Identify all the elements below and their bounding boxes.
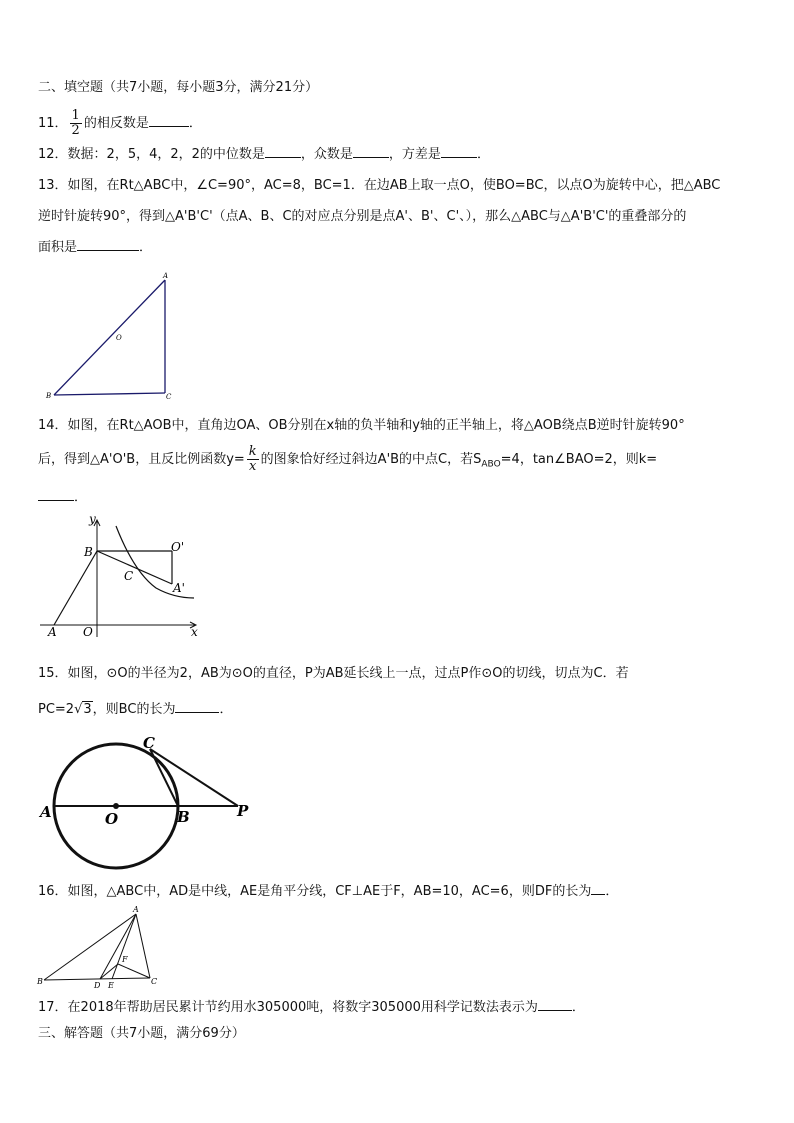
q17-text: 17．在2018年帮助居民累计节约用水305000吨，将数字305000用科学记数法表示为 [38, 1000, 538, 1015]
q11-frac-num: 1 [71, 108, 80, 123]
q14-line-2c: =4，tan∠BAO=2，则k= [500, 452, 658, 467]
q14-label-y: y [89, 512, 96, 526]
q12-mid2: ，方差是 [388, 147, 441, 162]
q14-line-1: 14．如图，在Rt△AOB中，直角边OA、OB分别在x轴的负半轴和y轴的正半轴上，将△AOB绕点B逆时针旋转90° [38, 418, 685, 433]
q15-line-1: 15．如图，⊙O的半径为2，AB为⊙O的直径，P为AB延长线上一点，过点P作⊙O的切线，切点为C．若 [38, 666, 629, 681]
section-3-title: 三、解答题（共7小题，满分69分） [38, 1026, 245, 1041]
q13-label-b: B [46, 392, 52, 400]
question-15-line-2 [38, 700, 232, 720]
q12-mid1: ，众数是 [300, 147, 353, 162]
q15-figure [36, 730, 266, 870]
q16-side-ac [136, 914, 150, 978]
q13-answer-blank[interactable] [77, 238, 139, 251]
section-2-title: 二、填空题（共7小题，每小题3分，满分21分） [38, 80, 319, 95]
q16-answer-blank[interactable] [591, 882, 605, 895]
q16-bisector-ae [112, 914, 136, 979]
q17-answer-blank[interactable] [538, 998, 572, 1011]
q14-frac-den: x [249, 459, 257, 474]
q15-label-c: C [143, 734, 155, 752]
q14-segment-ba1 [97, 551, 172, 584]
q14-line-2b: 的图象恰好经过斜边A'B的中点C，若S [260, 452, 482, 467]
q12-text: 12．数据：2，5，4，2，2的中位数是 [38, 147, 265, 162]
q16-text: 16．如图，△ABC中，AD是中线，AE是角平分线，CF⊥AE于F，AB=10，AC=6，则DF的长为 [38, 884, 592, 899]
q15-center-dot [113, 803, 119, 809]
q16-side-ab [44, 914, 136, 980]
q14-label-o1: O' [171, 540, 185, 554]
question-17 [38, 998, 585, 1018]
q13-line-2: 逆时针旋转90°，得到△A'B'C'（点A、B、C的对应点分别是点A'、B'、C'、），那么△ABC与△A'B'C'的重叠部分的 [38, 209, 687, 224]
q14-line-2a: 后，得到△A'O'B，且反比例函数y= [38, 452, 245, 467]
q12-mode-blank[interactable] [353, 145, 389, 158]
q13-figure [40, 270, 180, 402]
q11-frac-den: 2 [71, 123, 80, 138]
q14-answer-blank[interactable] [38, 488, 74, 501]
q13-line-3-text: 面积是 [38, 240, 78, 255]
question-14-line-3 [38, 488, 87, 508]
q13-side-bc [54, 393, 165, 395]
q14-subscript: ABO [481, 459, 501, 470]
q16-segment-cf [118, 964, 150, 978]
q13-end: ． [139, 240, 153, 255]
q15-line-2a: PC=2 [38, 702, 75, 717]
q14-label-a: A [48, 625, 57, 639]
question-12 [38, 145, 490, 165]
q16-end: ． [605, 884, 619, 899]
q14-figure [36, 512, 206, 640]
q15-end: ． [219, 702, 233, 717]
q13-label-a: A [163, 272, 169, 280]
q13-label-c: C [166, 393, 172, 401]
q14-label-o: O [83, 625, 93, 639]
question-11 [38, 106, 202, 142]
q11-fraction [70, 109, 82, 138]
q15-sqrt: √3 [74, 702, 92, 717]
q14-fraction [247, 445, 259, 474]
q15-label-b: B [177, 808, 190, 826]
q14-label-a1: A' [173, 581, 185, 595]
q15-line-2b: ，则BC的长为 [92, 702, 176, 717]
q11-text: 的相反数是 [83, 116, 149, 131]
q14-label-b: B [84, 545, 93, 559]
q16-label-c: C [151, 977, 158, 986]
q15-answer-blank[interactable] [175, 700, 219, 713]
q16-side-bc [44, 978, 150, 980]
q16-label-d: D [94, 981, 101, 990]
q16-label-a: A [133, 905, 139, 914]
q14-label-x: x [191, 625, 198, 639]
q15-label-a: A [40, 803, 52, 821]
q15-radicand: 3 [83, 702, 92, 717]
question-13-line-3 [38, 238, 152, 258]
q12-median-blank[interactable] [265, 145, 301, 158]
q11-answer-blank[interactable] [149, 114, 189, 127]
q11-number: 11． [38, 116, 68, 131]
q15-label-o: O [105, 810, 119, 828]
q14-label-c: C [124, 569, 134, 583]
q14-segment-ab [54, 551, 97, 625]
question-14-line-2 [38, 440, 657, 485]
q13-line-1: 13．如图，在Rt△ABC中，∠C=90°，AC=8，BC=1．在边AB上取一点O，使BO=BC，以点O为旋转中心，把△ABC [38, 178, 721, 193]
q16-label-f: F [122, 955, 128, 964]
q11-end: ． [188, 116, 202, 131]
question-16 [38, 882, 618, 902]
q16-label-e: E [108, 981, 114, 990]
q13-side-ab [54, 280, 165, 395]
q14-end: ． [74, 490, 88, 505]
q17-end: ． [571, 1000, 585, 1015]
q14-frac-num: k [248, 444, 257, 459]
q13-label-o: O [116, 334, 122, 342]
q16-label-b: B [37, 977, 43, 986]
q16-figure [34, 904, 164, 990]
q15-label-p: P [237, 802, 249, 820]
q12-variance-blank[interactable] [441, 145, 477, 158]
q12-end: ． [476, 147, 490, 162]
